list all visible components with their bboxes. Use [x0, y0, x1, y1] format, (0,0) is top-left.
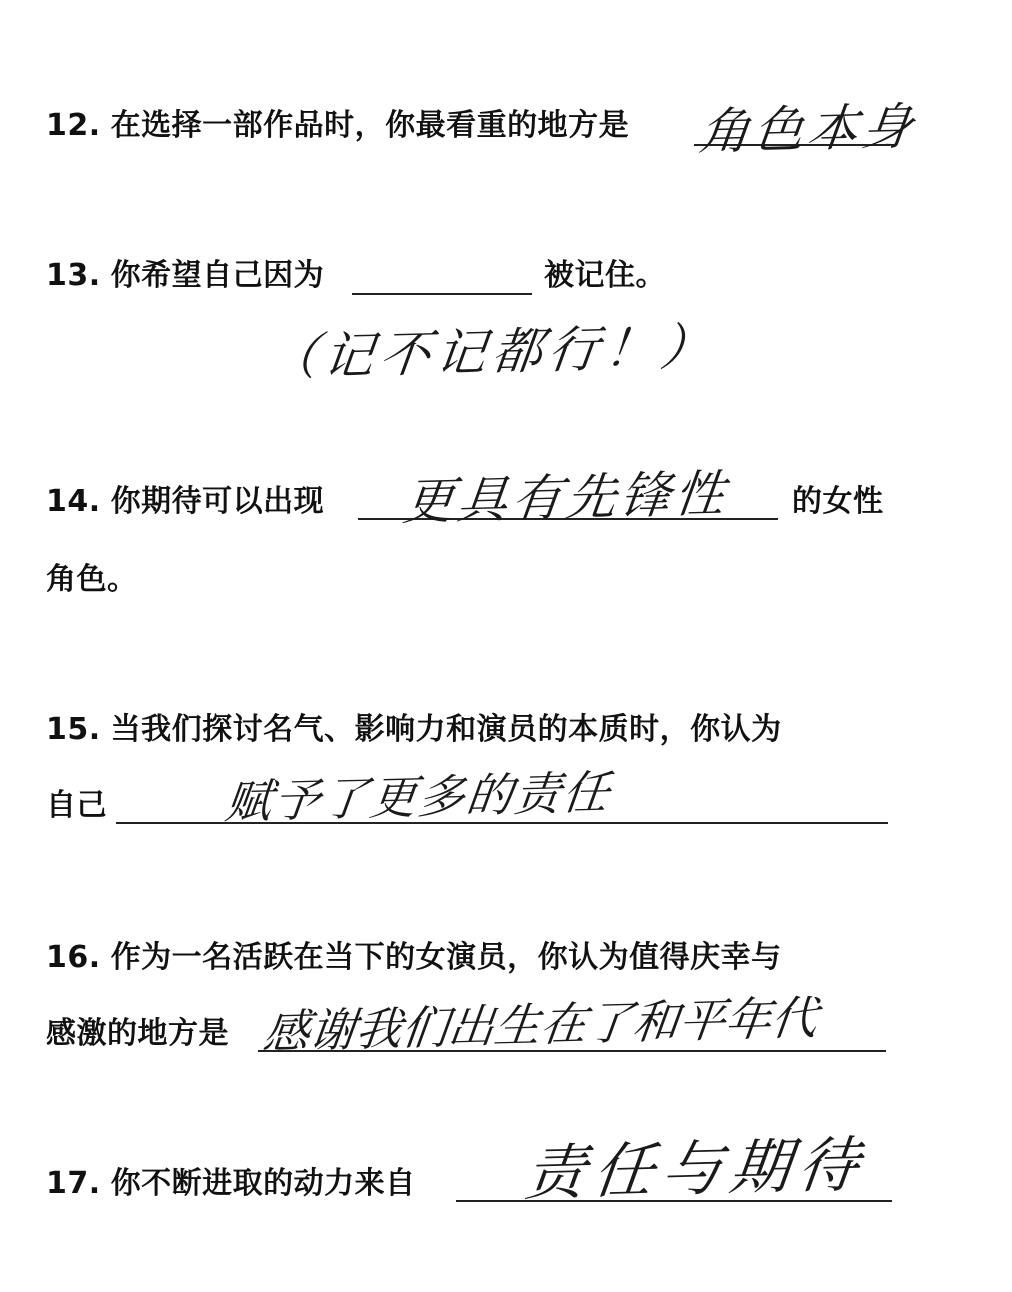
- question-text: 当我们探讨名气、影响力和演员的本质时，你认为: [110, 712, 782, 747]
- question-text: 你希望自己因为: [110, 258, 325, 293]
- handwritten-answer-14: 更具有先锋性: [400, 464, 732, 531]
- question-number: 16.: [46, 940, 101, 975]
- question-14: [46, 482, 324, 522]
- question-17: [46, 1164, 416, 1204]
- question-15-line2: 自己: [46, 788, 107, 823]
- handwritten-answer-15: 赋予了更多的责任: [222, 764, 615, 829]
- answer-line: [352, 293, 532, 295]
- question-15: [46, 710, 782, 750]
- question-text: 你不断进取的动力来自: [110, 1166, 416, 1201]
- question-number: 17.: [46, 1166, 101, 1201]
- handwritten-answer-12: 角色本身: [696, 97, 920, 161]
- question-12: [46, 106, 629, 146]
- handwritten-answer-13: （记不记都行！）: [264, 317, 721, 387]
- question-14-line2: 角色。: [46, 562, 138, 597]
- question-number: 15.: [46, 712, 101, 747]
- question-13-suffix: 被记住。: [544, 258, 666, 293]
- question-text: 在选择一部作品时，你最看重的地方是: [110, 108, 630, 143]
- question-text: 作为一名活跃在当下的女演员，你认为值得庆幸与: [110, 940, 782, 975]
- question-16-line2: 感激的地方是: [46, 1016, 229, 1051]
- question-number: 13.: [46, 258, 101, 293]
- question-text: 你期待可以出现: [110, 484, 325, 519]
- question-13: [46, 256, 324, 296]
- question-14-suffix: 的女性: [792, 484, 884, 519]
- handwritten-answer-17: 责任与期待: [521, 1130, 871, 1209]
- question-16: [46, 938, 782, 978]
- question-number: 12.: [46, 108, 101, 143]
- handwritten-answer-16: 感谢我们出生在了和平年代: [260, 990, 821, 1059]
- question-number: 14.: [46, 484, 101, 519]
